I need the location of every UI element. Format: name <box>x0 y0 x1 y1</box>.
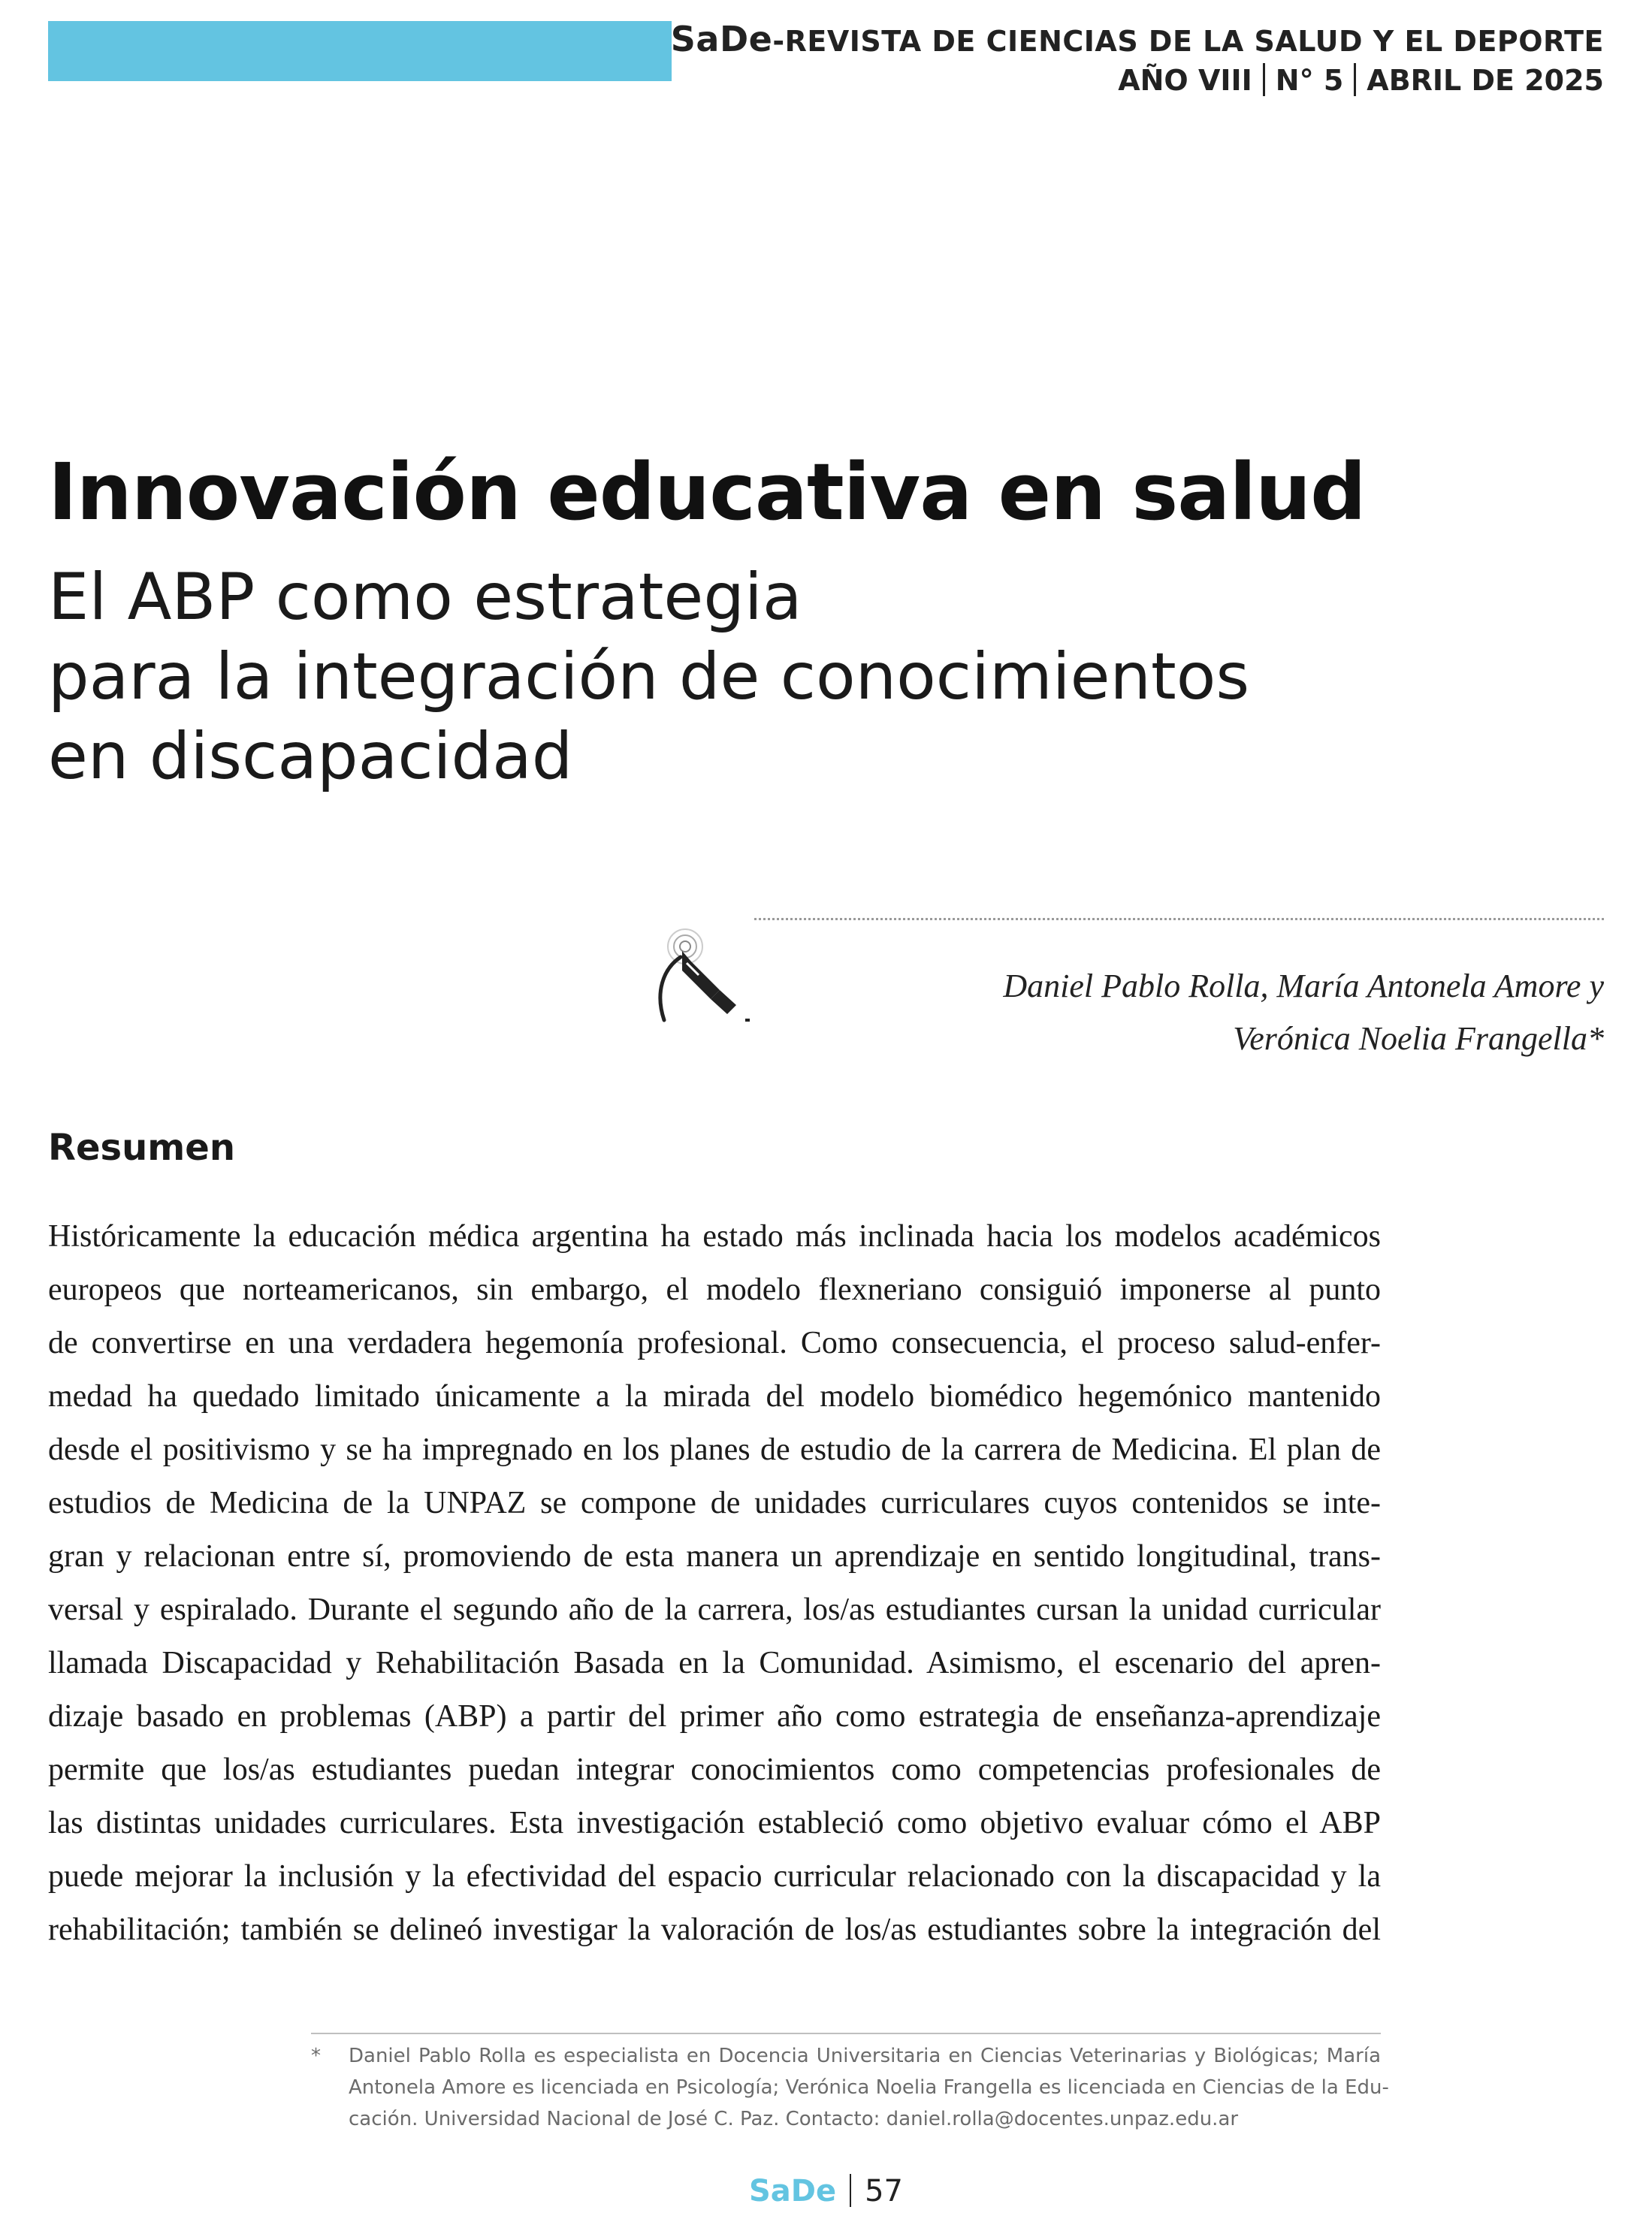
folio-brand: SaDe <box>748 2174 837 2208</box>
abstract-line: permite que los/as estudiantes puedan integrar conocimientos como competencias profesionales de <box>48 1753 1381 1787</box>
footnote-line: Antonela Amore es licenciada en Psicología; Verónica Noelia Frangella es licenciada en Ciencias de la Edu- <box>349 2076 1389 2099</box>
journal-brand: SaDe <box>670 19 773 59</box>
author-divider <box>754 918 1604 920</box>
abstract-line: estudios de Medicina de la UNPAZ se compone de unidades curriculares cuyos contenidos se inte- <box>48 1486 1381 1520</box>
journal-date: ABRIL DE 2025 <box>1367 64 1604 97</box>
journal-header <box>671 20 1604 100</box>
abstract-line: desde el positivismo y se ha impregnado en los planes de estudio de la carrera de Medicina. El plan de <box>48 1433 1381 1467</box>
abstract-line: llamada Discapacidad y Rehabilitación Basada en la Comunidad. Asimismo, el escenario del apren- <box>48 1646 1381 1680</box>
footnote-line: cación. Universidad Nacional de José C. Paz. Contacto: daniel.rolla@docentes.unpaz.edu.ar <box>349 2108 1239 2130</box>
date-divider <box>1354 63 1356 96</box>
article-title: Innovación educativa en salud <box>48 446 1366 538</box>
abstract-line: puede mejorar la inclusión y la efectividad del espacio curricular relacionado con la discapacidad y la <box>48 1859 1381 1894</box>
subtitle-line: en discapacidad <box>48 719 573 794</box>
article-subtitle <box>48 557 1249 796</box>
footnote <box>311 2040 1389 2135</box>
abstract-line: europeos que norteamericanos, sin embargo, el modelo flexneriano consiguió imponerse al punto <box>48 1273 1381 1307</box>
abstract-body <box>48 1210 1381 1957</box>
abstract-heading: Resumen <box>48 1127 235 1169</box>
abstract-line: dizaje basado en problemas (ABP) a partir del primer año como estrategia de enseñanza-aprendizaje <box>48 1699 1381 1734</box>
footnote-marker: * <box>311 2045 321 2067</box>
author-line: Verónica Noelia Frangella* <box>1233 1020 1604 1057</box>
subtitle-line: para la integración de conocimientos <box>48 639 1250 714</box>
abstract-line: rehabilitación; también se delineó investigar la valoración de los/as estudiantes sobre la integración del <box>48 1913 1381 1947</box>
journal-title-line <box>671 20 1604 61</box>
abstract-line: de convertirse en una verdadera hegemonía profesional. Como consecuencia, el proceso salud-enfer- <box>48 1326 1381 1360</box>
abstract-line: gran y relacionan entre sí, promoviendo de esta manera un aprendizaje en sentido longitudinal, trans- <box>48 1539 1381 1574</box>
abstract-line: versal y espiralado. Durante el segundo año de la carrera, los/as estudiantes cursan la unidad curricular <box>48 1593 1381 1627</box>
fountain-pen-icon <box>648 918 768 1038</box>
abstract-line: medad ha quedado limitado únicamente a la mirada del modelo biomédico hegemónico mantenido <box>48 1379 1381 1414</box>
header-color-bar <box>48 21 672 81</box>
issue-divider <box>1263 63 1265 96</box>
author-line: Daniel Pablo Rolla, María Antonela Amore y <box>1003 968 1604 1004</box>
journal-issue-line <box>671 61 1604 100</box>
footnote-line: Daniel Pablo Rolla es especialista en Docencia Universitaria en Ciencias Veterinarias y Biológicas; María <box>349 2045 1381 2067</box>
page-folio <box>0 2172 1652 2210</box>
folio-divider <box>850 2174 851 2207</box>
journal-name: -REVISTA DE CIENCIAS DE LA SALUD Y EL DEPORTE <box>772 25 1604 58</box>
subtitle-line: El ABP como estrategia <box>48 560 802 635</box>
footnote-divider <box>311 2033 1381 2034</box>
abstract-line: Históricamente la educación médica argentina ha estado más inclinada hacia los modelos académicos <box>48 1219 1381 1254</box>
page-number: 57 <box>865 2174 904 2208</box>
abstract-line: las distintas unidades curriculares. Esta investigación estableció como objetivo evaluar cómo el ABP <box>48 1806 1381 1840</box>
journal-year: AÑO VIII <box>1118 64 1252 97</box>
author-list <box>1003 960 1604 1065</box>
journal-issue: N° 5 <box>1275 64 1344 97</box>
